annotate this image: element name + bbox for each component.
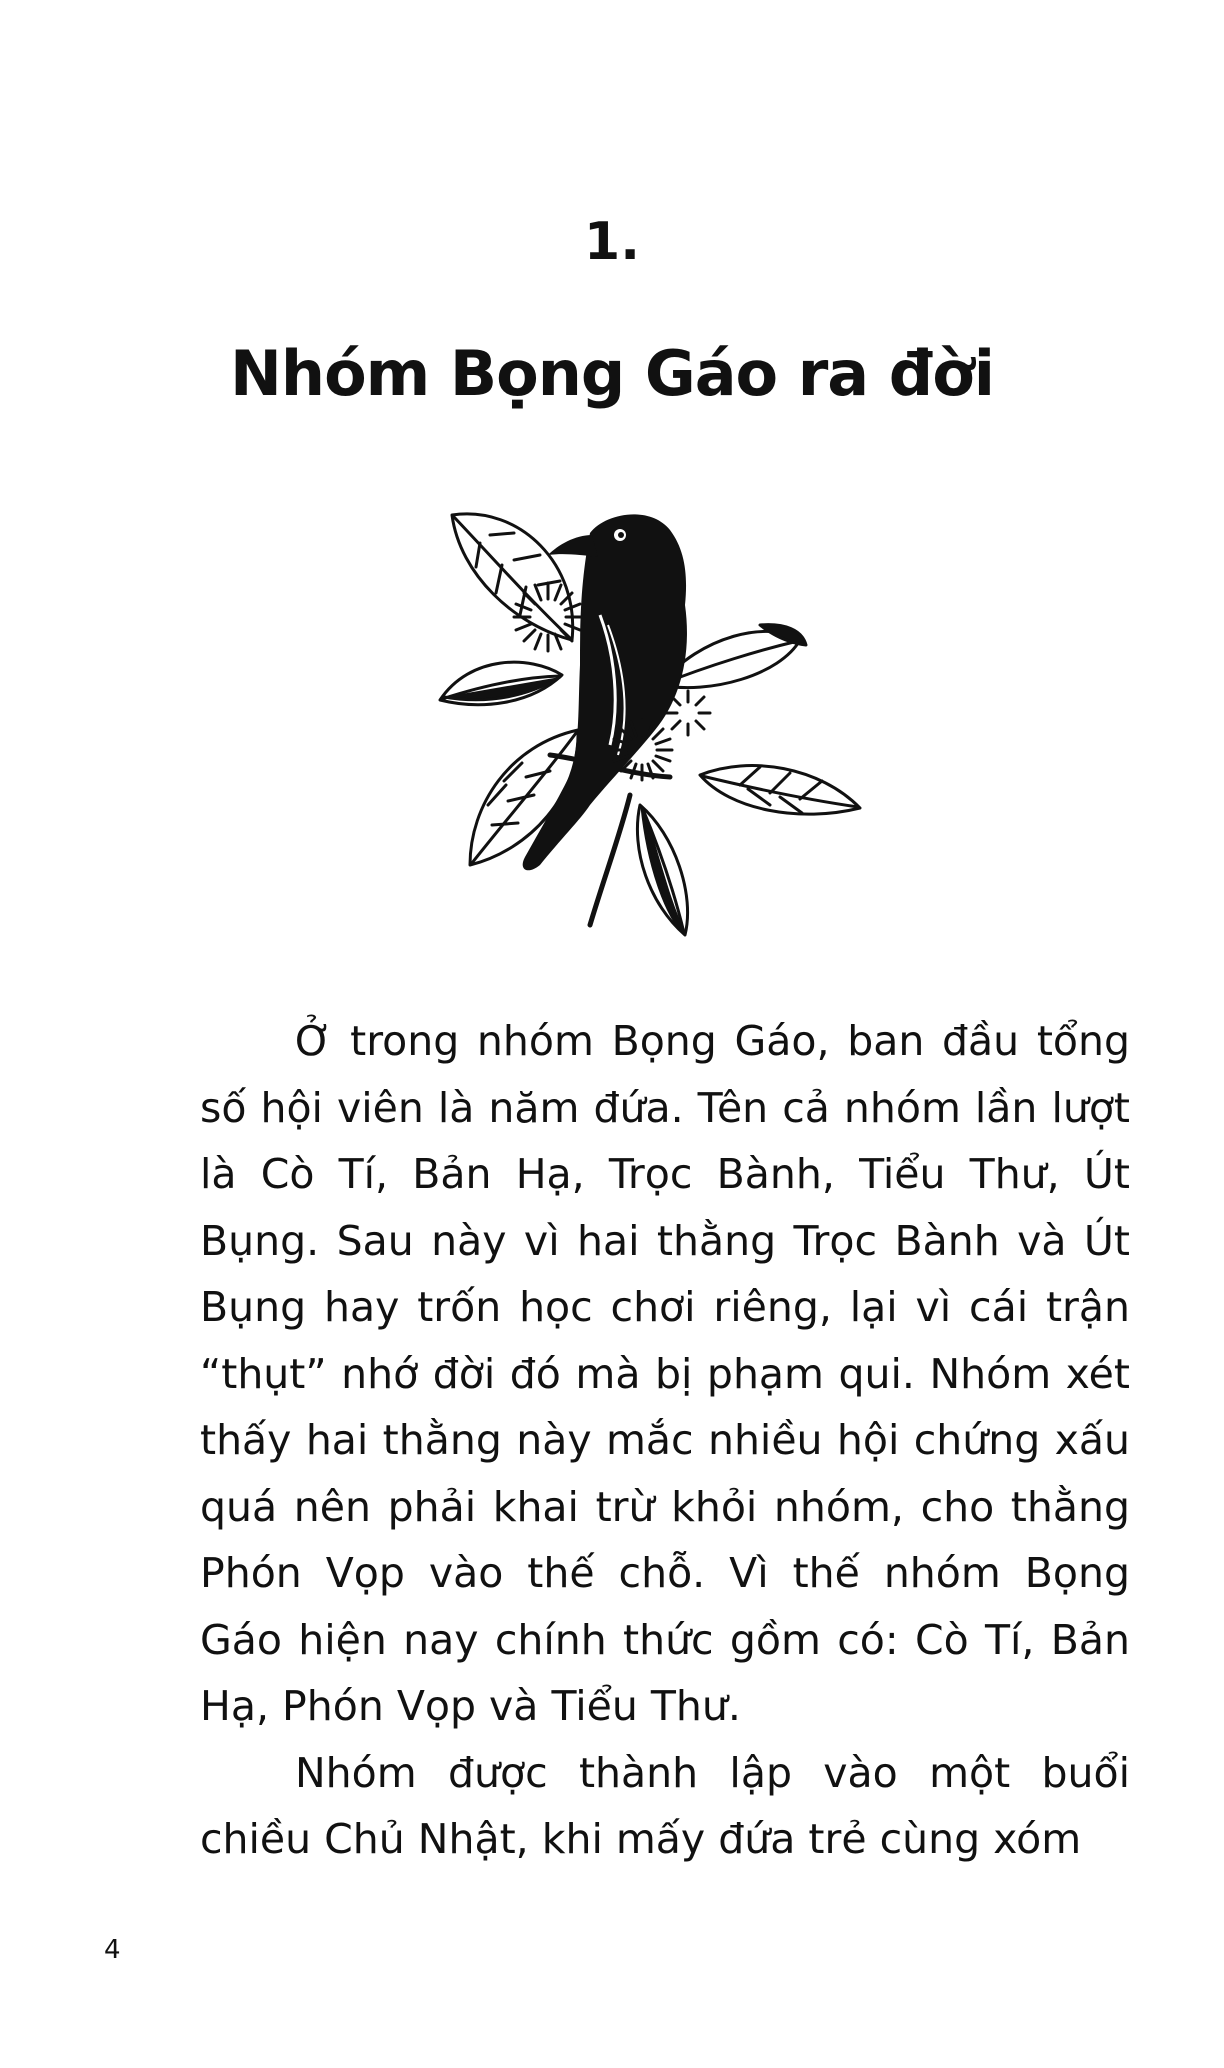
chapter-title: Nhóm Bọng Gáo ra đời (230, 337, 994, 410)
page-number: 4 (104, 1935, 121, 1965)
bird-on-branch-illustration (430, 505, 890, 950)
chapter-number: 1. (584, 212, 640, 272)
body-text (200, 1008, 1130, 1873)
leaf-shape (700, 766, 860, 815)
paragraph: Ở trong nhóm Bọng Gáo, ban đầu tổng số hội viên là năm đứa. Tên cả nhóm lần lượt là Cò Tí, Bản Hạ, Trọc Bành, Tiểu Thư, Út Bụng. Sau này vì hai thằng Trọc Bành và Út Bụng hay trốn học chơi riêng, lại vì cái trận “thụt” nhớ đời đó mà bị phạm qui. Nhóm xét thấy hai thằng này mắc nhiều hội chứng xấu quá nên phải khai trừ khỏi nhóm, cho thằng Phón Vọp vào thế chỗ. Vì thế nhóm Bọng Gáo hiện nay chính thức gồm có: Cò Tí, Bản Hạ, Phón Vọp và Tiểu Thư. (200, 1017, 1130, 1730)
paragraph: Nhóm được thành lập vào một buổi chiều Chủ Nhật, khi mấy đứa trẻ cùng xóm (200, 1748, 1130, 1863)
